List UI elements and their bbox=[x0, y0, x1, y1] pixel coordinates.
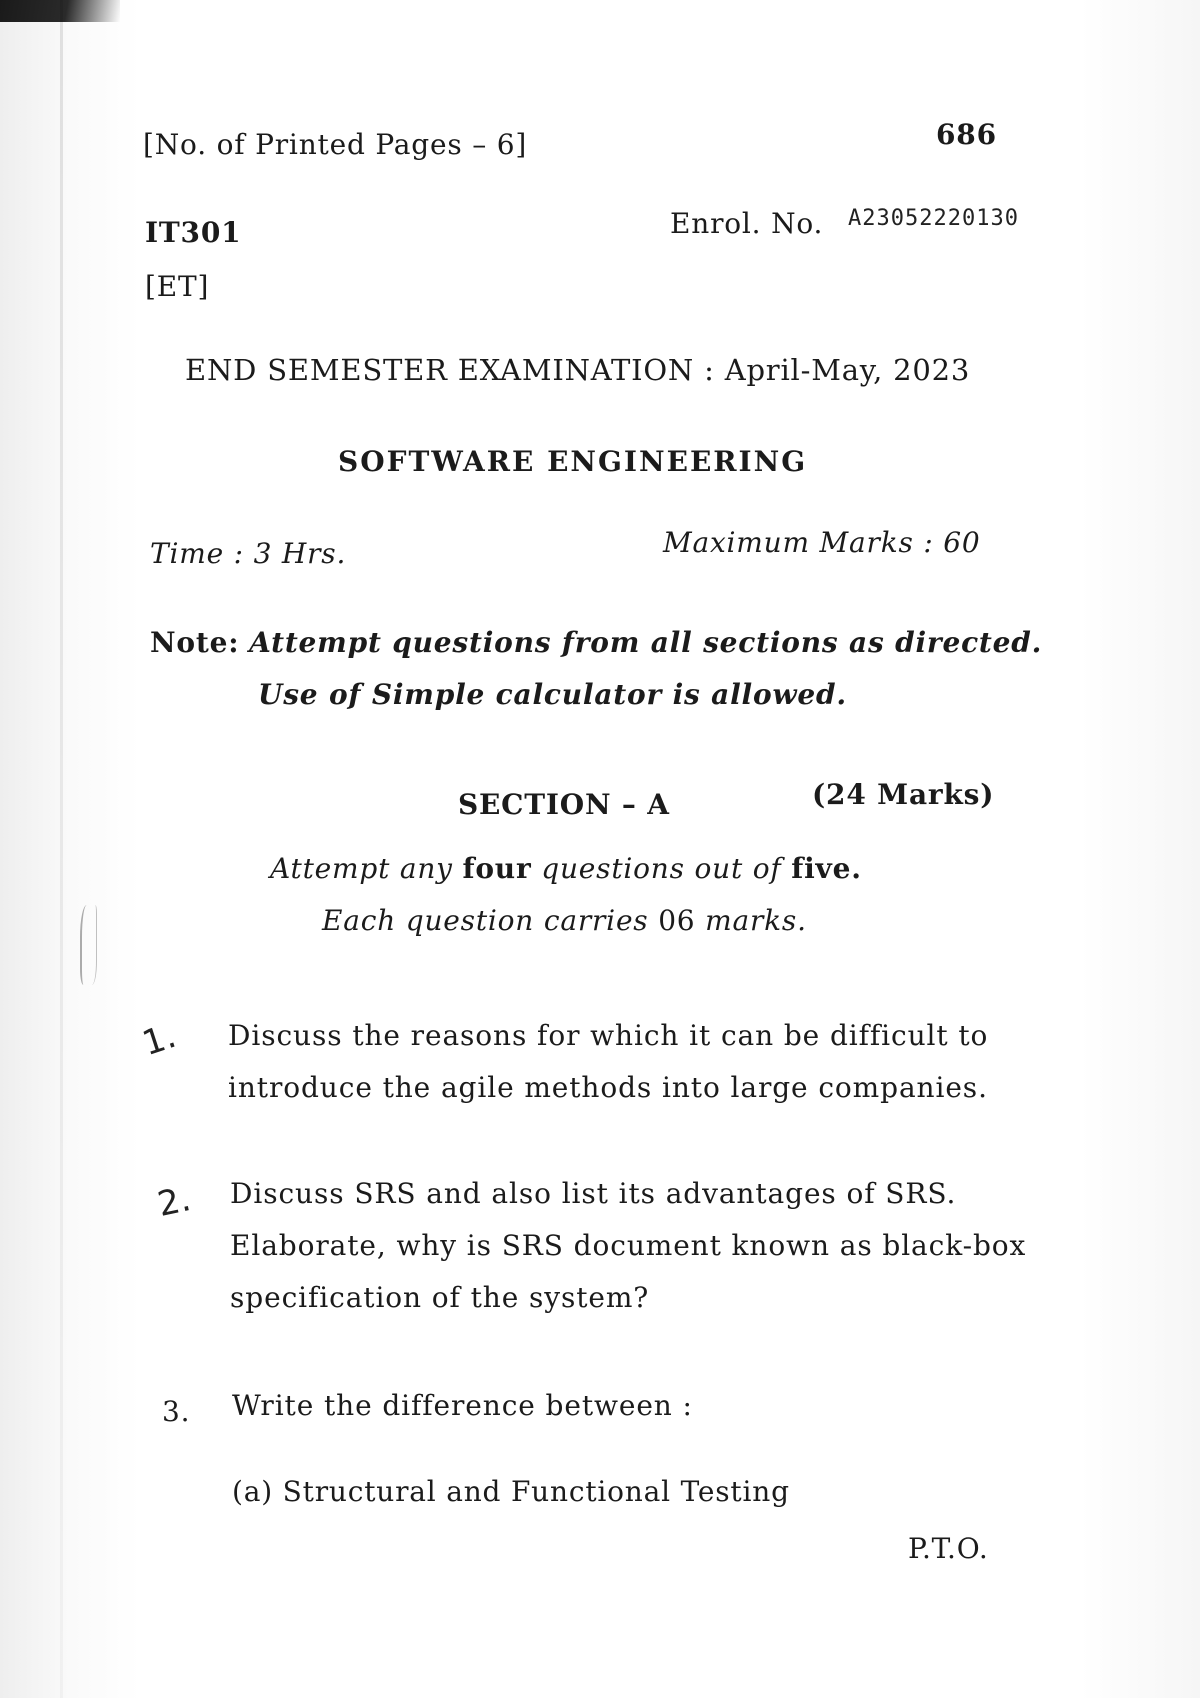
instr-bold-total: five. bbox=[791, 852, 862, 885]
section-a-marks: (24 Marks) bbox=[812, 778, 995, 811]
note-label: Note: bbox=[150, 626, 240, 659]
printed-pages: [No. of Printed Pages – 6] bbox=[143, 128, 528, 161]
subject-title: SOFTWARE ENGINEERING bbox=[338, 445, 808, 478]
question-3a-label: (a) bbox=[232, 1475, 273, 1508]
paper-code: 686 bbox=[936, 118, 997, 151]
question-3-number: 3. bbox=[162, 1395, 191, 1428]
instr-marks-value: 06 bbox=[658, 904, 696, 937]
instr-text: Attempt any bbox=[270, 852, 453, 885]
question-3a bbox=[232, 1475, 790, 1508]
question-1-number: 1. bbox=[137, 1015, 181, 1065]
course-code: IT301 bbox=[145, 216, 242, 249]
question-1-line-2: introduce the agile methods into large companies. bbox=[228, 1071, 988, 1104]
enrol-number-handwritten: A23052220130 bbox=[848, 206, 1019, 231]
please-turn-over: P.T.O. bbox=[908, 1532, 989, 1565]
exam-title: END SEMESTER EXAMINATION : April-May, 2023 bbox=[185, 353, 971, 387]
scan-edge bbox=[60, 0, 63, 1698]
question-3a-text: Structural and Functional Testing bbox=[282, 1475, 790, 1508]
question-2-line-2: Elaborate, why is SRS document known as black-box bbox=[230, 1229, 1027, 1262]
question-2-line-1: Discuss SRS and also list its advantages of SRS. bbox=[230, 1177, 957, 1210]
instr-bold-count: four bbox=[462, 852, 532, 885]
instr-text: Each question carries bbox=[322, 904, 649, 937]
section-a-title: SECTION – A bbox=[458, 788, 670, 821]
note-block bbox=[150, 626, 1042, 659]
note-line-1: Attempt questions from all sections as directed. bbox=[249, 626, 1043, 659]
question-1 bbox=[228, 1010, 988, 1114]
note-line-2: Use of Simple calculator is allowed. bbox=[258, 678, 847, 711]
maximum-marks: Maximum Marks : 60 bbox=[663, 526, 981, 559]
question-3-line-1: Write the difference between : bbox=[232, 1389, 693, 1422]
section-a-instruction-2 bbox=[322, 904, 807, 937]
question-1-line-1: Discuss the reasons for which it can be difficult to bbox=[228, 1019, 989, 1052]
question-2-number: 2. bbox=[154, 1179, 195, 1225]
question-2 bbox=[230, 1168, 1026, 1324]
question-2-line-3: specification of the system? bbox=[230, 1281, 650, 1314]
instr-text: marks. bbox=[705, 904, 807, 937]
binding-mark bbox=[80, 905, 97, 985]
enrol-label: Enrol. No. bbox=[670, 207, 824, 240]
time-allowed: Time : 3 Hrs. bbox=[150, 537, 347, 570]
instr-text: questions out of bbox=[541, 852, 782, 885]
category: [ET] bbox=[145, 270, 210, 303]
section-a-instruction-1 bbox=[270, 852, 862, 885]
